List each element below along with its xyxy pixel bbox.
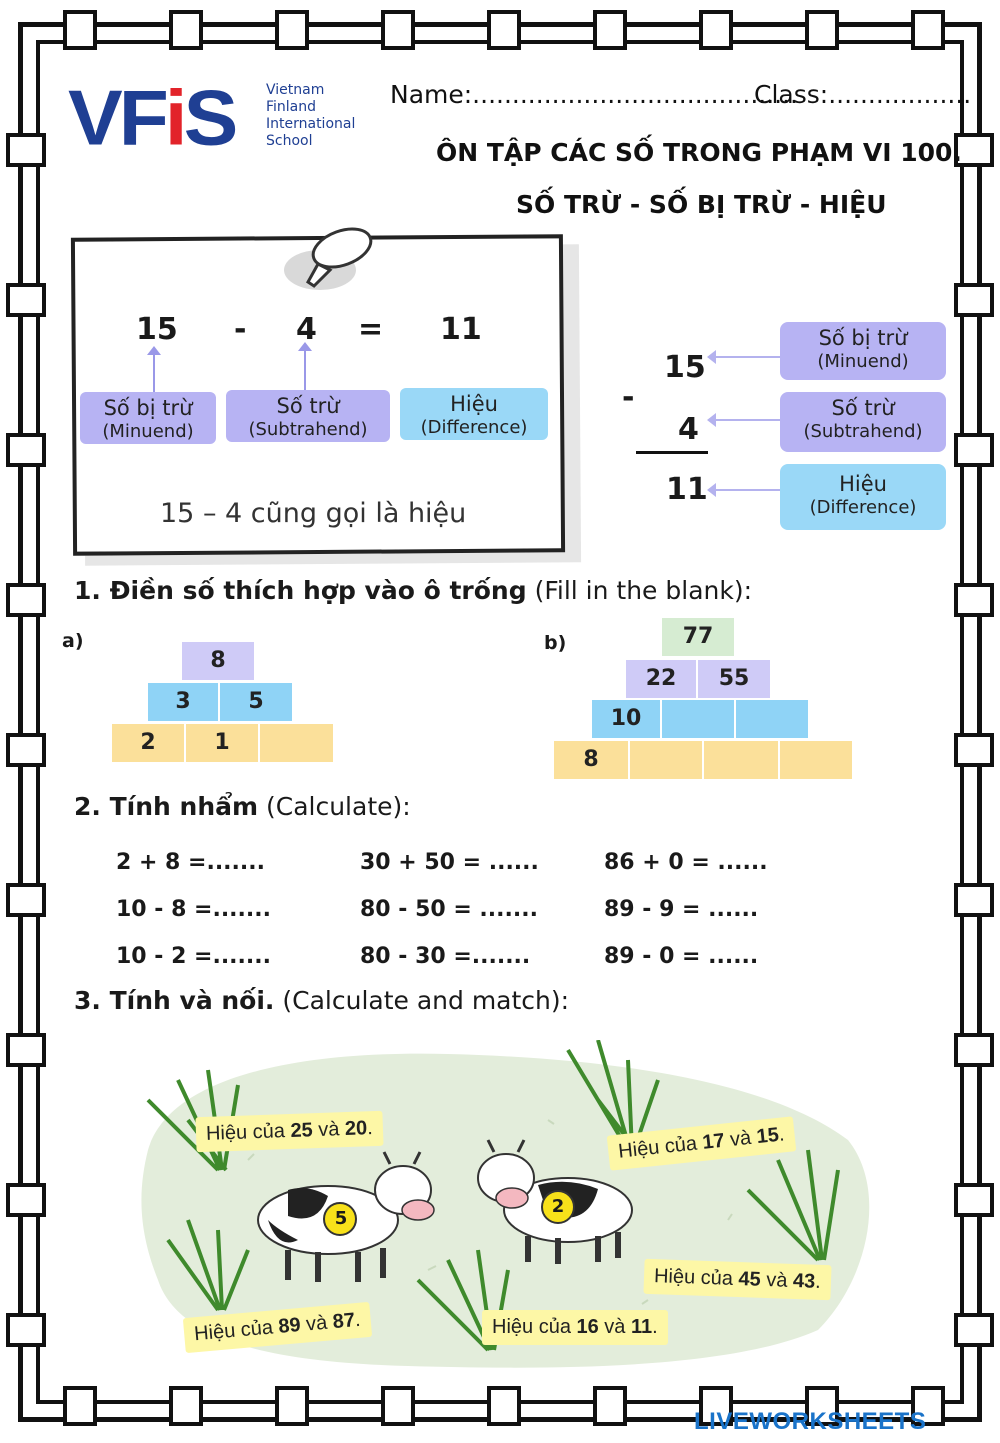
calc-item[interactable]: 80 - 30 =.......	[360, 944, 531, 969]
border-tab	[954, 583, 994, 617]
border-tab	[6, 1033, 46, 1067]
border-tab	[275, 10, 309, 50]
exercise-1-subtitle: (Fill in the blank):	[526, 576, 753, 605]
class-field[interactable]: Class:..................	[754, 80, 972, 109]
part-b-label: b)	[544, 632, 567, 654]
border-tab	[6, 1313, 46, 1347]
pyramid-b-cell: 22	[626, 660, 696, 698]
label-minuend-en: (Minuend)	[102, 421, 194, 442]
note-mid: và	[299, 1311, 334, 1336]
border-tab	[275, 1386, 309, 1426]
arrow-left-icon	[716, 419, 780, 421]
border-tab	[63, 10, 97, 50]
note-prefix: Hiệu của	[193, 1315, 280, 1346]
vertical-minus: -	[622, 380, 635, 415]
pushpin-icon	[280, 224, 390, 296]
pyramid-b-blank[interactable]	[780, 741, 852, 779]
note-end: .	[652, 1316, 658, 1338]
pyramid-b-cell: 55	[698, 660, 770, 698]
cow-1-value[interactable]: 5	[334, 1208, 348, 1229]
border-tab	[381, 10, 415, 50]
cow-2-value[interactable]: 2	[551, 1196, 565, 1217]
exercise-1-title: 1. Điền số thích hợp vào ô trống	[74, 576, 527, 605]
note-mid: và	[312, 1118, 346, 1142]
page-subtitle: SỐ TRỪ - SỐ BỊ TRỪ - HIỆU	[516, 190, 887, 219]
equation-subtrahend: 4	[296, 312, 317, 347]
note-prefix: Hiệu của	[653, 1265, 739, 1291]
pyramid-a-cell: 2	[112, 724, 184, 762]
border-tab	[911, 10, 945, 50]
calc-item[interactable]: 80 - 50 = .......	[360, 897, 538, 922]
exercise-3-title: 3. Tính và nối.	[74, 986, 275, 1015]
border-tab	[805, 10, 839, 50]
pyramid-a-cell: 5	[220, 683, 292, 721]
exercise-2-subtitle: (Calculate):	[258, 792, 411, 821]
pyramid-b-blank[interactable]	[736, 700, 808, 738]
note-mid: và	[598, 1316, 631, 1338]
match-note[interactable]	[195, 1111, 383, 1152]
exercise-1-heading	[74, 576, 752, 605]
exercise-2-heading	[74, 792, 411, 821]
label-difference-right	[780, 464, 946, 530]
note-b: 43	[792, 1269, 816, 1293]
card-note: 15 – 4 cũng gọi là hiệu	[160, 498, 467, 529]
note-b: 20	[344, 1117, 368, 1141]
arrow-left-icon	[716, 356, 780, 358]
note-prefix: Hiệu của	[492, 1316, 577, 1338]
school-name	[266, 82, 355, 150]
label-minuend-right	[780, 322, 946, 380]
calc-item[interactable]: 10 - 8 =.......	[116, 897, 271, 922]
border-tab	[6, 433, 46, 467]
pyramid-b-cell: 10	[592, 700, 660, 738]
label-difference-vi: Hiệu	[450, 392, 498, 416]
border-tab	[6, 1183, 46, 1217]
note-a: 89	[277, 1314, 302, 1338]
border-tab	[6, 283, 46, 317]
vertical-subtrahend: 4	[678, 412, 699, 447]
pyramid-a-blank[interactable]	[260, 724, 333, 762]
calc-item[interactable]: 10 - 2 =.......	[116, 944, 271, 969]
border-tab	[63, 1386, 97, 1426]
school-name-line: Finland	[266, 99, 317, 115]
border-tab	[699, 10, 733, 50]
exercise-3-heading	[74, 986, 569, 1015]
arrow-up-icon	[153, 354, 155, 394]
part-a-label: a)	[62, 630, 84, 652]
border-tab	[593, 1386, 627, 1426]
border-tab	[954, 1183, 994, 1217]
note-prefix: Hiệu của	[617, 1131, 704, 1163]
note-a: 25	[290, 1119, 314, 1142]
note-end: .	[814, 1270, 822, 1293]
note-b: 15	[755, 1123, 780, 1149]
label-difference	[400, 388, 548, 440]
note-a: 45	[738, 1268, 762, 1291]
label-minuend-right-vi: Số bị trừ	[818, 326, 908, 350]
exercise-3-subtitle: (Calculate and match):	[274, 986, 570, 1015]
vertical-minuend: 15	[664, 350, 706, 385]
pyramid-a-cell: 1	[186, 724, 258, 762]
border-tab	[593, 10, 627, 50]
label-subtrahend-right-en: (Subtrahend)	[803, 421, 923, 442]
note-a: 16	[576, 1316, 599, 1338]
border-tab	[954, 433, 994, 467]
border-tab	[954, 733, 994, 767]
label-minuend-vi: Số bị trừ	[103, 396, 193, 420]
border-tab	[954, 283, 994, 317]
note-end: .	[366, 1117, 374, 1140]
equation-minuend: 15	[136, 312, 178, 347]
label-difference-right-en: (Difference)	[809, 497, 917, 518]
watermark: LIVEWORKSHEETS	[694, 1408, 927, 1435]
pyramid-b-blank[interactable]	[704, 741, 778, 779]
note-end: .	[353, 1308, 362, 1332]
label-subtrahend-en: (Subtrahend)	[248, 419, 368, 440]
vertical-difference: 11	[666, 472, 708, 507]
note-mid: và	[723, 1126, 758, 1152]
label-subtrahend	[226, 390, 390, 442]
label-minuend-right-en: (Minuend)	[817, 351, 909, 372]
calc-item[interactable]: 86 + 0 = ......	[604, 850, 768, 875]
note-end: .	[777, 1123, 786, 1146]
pyramid-a-cell: 3	[148, 683, 218, 721]
match-note[interactable]	[643, 1259, 831, 1300]
pyramid-a-top: 8	[182, 642, 254, 680]
border-tab	[954, 1313, 994, 1347]
border-tab	[169, 10, 203, 50]
note-prefix: Hiệu của	[205, 1119, 291, 1145]
match-note[interactable]	[482, 1310, 668, 1345]
label-subtrahend-right	[780, 392, 946, 452]
label-difference-right-vi: Hiệu	[839, 472, 887, 496]
equation-difference: 11	[440, 312, 482, 347]
border-tab	[487, 10, 521, 50]
border-tab	[954, 1033, 994, 1067]
school-name-line: International	[266, 116, 356, 132]
border-tab	[169, 1386, 203, 1426]
calc-item[interactable]: 89 - 9 = ......	[604, 897, 759, 922]
border-tab	[381, 1386, 415, 1426]
calc-item[interactable]: 30 + 50 = ......	[360, 850, 539, 875]
exercise-2-title: 2. Tính nhẩm	[74, 792, 259, 821]
vertical-rule	[636, 451, 708, 454]
calc-item[interactable]: 89 - 0 = ......	[604, 944, 759, 969]
border-tab	[487, 1386, 521, 1426]
pyramid-b-cell: 8	[554, 741, 628, 779]
border-tab	[6, 583, 46, 617]
pyramid-b-blank[interactable]	[662, 700, 734, 738]
arrow-up-icon	[304, 350, 306, 392]
note-b: 87	[331, 1309, 356, 1334]
note-mid: và	[760, 1268, 794, 1292]
school-logo: VFiS	[68, 75, 235, 162]
calc-item[interactable]: 2 + 8 =.......	[116, 850, 265, 875]
note-b: 11	[631, 1316, 653, 1338]
label-subtrahend-vi: Số trừ	[276, 394, 340, 418]
border-tab	[6, 133, 46, 167]
label-difference-en: (Difference)	[420, 417, 528, 438]
label-minuend	[80, 392, 216, 444]
page-title: ÔN TẬP CÁC SỐ TRONG PHẠM VI 100.	[436, 138, 962, 167]
equation-minus: -	[234, 312, 247, 347]
label-subtrahend-right-vi: Số trừ	[831, 396, 895, 420]
arrow-left-icon	[716, 489, 780, 491]
border-tab	[6, 883, 46, 917]
pyramid-b-blank[interactable]	[630, 741, 702, 779]
border-tab	[6, 733, 46, 767]
school-name-line: School	[266, 133, 313, 149]
name-field[interactable]: Name:.........................................	[390, 80, 798, 109]
border-tab	[954, 883, 994, 917]
pyramid-b-top: 77	[662, 618, 734, 656]
note-a: 17	[701, 1129, 726, 1154]
school-name-line: Vietnam	[266, 82, 325, 98]
equation-equals: =	[358, 312, 384, 347]
